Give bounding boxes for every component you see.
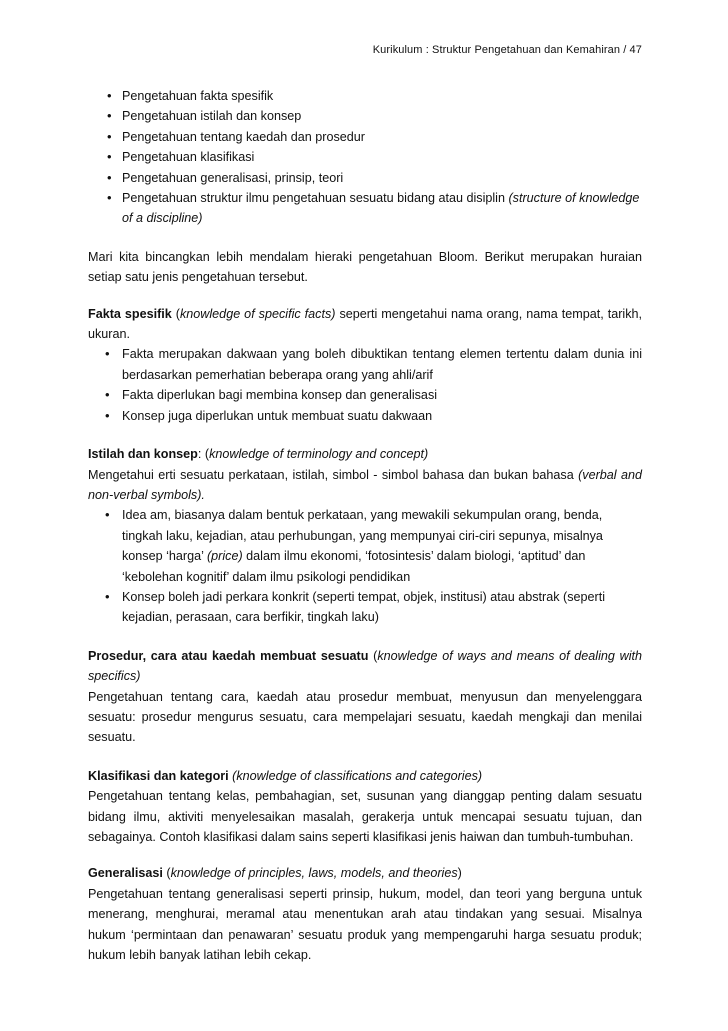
list-item: • Pengetahuan istilah dan konsep — [88, 106, 642, 126]
list-item-english: (structure of knowledge of a discipline) — [122, 191, 640, 226]
section-title: Fakta spesifik — [88, 306, 172, 321]
punctuation: ) — [457, 866, 462, 881]
section-title: Klasifikasi dan kategori — [88, 768, 229, 783]
section-title: Istilah dan konsep — [88, 447, 198, 462]
punctuation: ( — [368, 648, 378, 663]
prosedur-heading — [88, 646, 642, 687]
lead-paragraph: Mari kita bincangkan lebih mendalam hieraki pengetahuan Bloom. Berikut merupakan huraian setiap satu jenis pengetahuan tersebut. — [88, 249, 642, 285]
klasifikasi-body: Pengetahuan tentang kelas, pembahagian, set, susunan yang dianggap penting dalam sesuatu bidang ilmu, aktiviti menyelesaikan masalah, gerakerja untuk mencapai sesuatu tujuan, dan sebagainya. Contoh klasifikasi dalam sains seperti klasifikasi jenis haiwan dan tumbuh-tumbuhan. — [88, 789, 642, 844]
section-english: knowledge of principles, laws, models, and theories — [170, 866, 458, 881]
running-header: Kurikulum : Struktur Pengetahuan dan Kemahiran / 47 — [372, 44, 642, 56]
istilah-heading — [88, 444, 642, 464]
list-item-english: (price) — [206, 549, 243, 564]
section-english: knowledge of terminology and concept) — [209, 447, 429, 462]
list-item: • Pengetahuan tentang kaedah dan prosedur — [88, 127, 642, 147]
list-item: • Pengetahuan klasifikasi — [88, 147, 642, 167]
section-english: knowledge of ways and means of dealing with specifics) — [88, 648, 643, 684]
list-item — [88, 188, 642, 229]
generalisasi-heading — [88, 863, 642, 883]
punctuation: ( — [171, 306, 180, 321]
section-english: (verbal and non-verbal symbols). — [88, 467, 642, 502]
list-item: • Pengetahuan fakta spesifik — [88, 86, 642, 106]
punctuation: : ( — [197, 447, 210, 462]
list-item-text: Pengetahuan struktur ilmu pengetahuan sesuatu bidang atau disiplin — [122, 191, 509, 206]
list-item: • Pengetahuan generalisasi, prinsip, teori — [88, 168, 642, 188]
section-text: seperti mengetahui nama orang, nama tempat, tarikh, ukuran. — [88, 306, 642, 342]
list-item — [88, 344, 642, 385]
fakta-list — [88, 344, 642, 426]
list-item-text: dalam ilmu ekonomi, ‘fotosintesis’ dalam biologi, ‘aptitud’ dan ‘kebolehan kognitif’ dalam ilmu psikologi pendidikan — [122, 549, 586, 584]
istilah-desc — [88, 465, 642, 506]
fakta-paragraph — [88, 304, 642, 345]
knowledge-types-list — [88, 86, 642, 229]
list-item: • Konsep boleh jadi perkara konkrit (seperti tempat, objek, institusi) atau abstrak (seperti kejadian, perasaan, cara berfikir, tingkah laku) — [88, 587, 642, 628]
list-item: • Konsep juga diperlukan untuk membuat suatu dakwaan — [88, 406, 642, 426]
section-text: Mengetahui erti sesuatu perkataan, istilah, simbol - simbol bahasa dan bukan bahasa — [88, 467, 579, 482]
section-english: (knowledge of classifications and categories) — [228, 768, 483, 783]
section-title: Generalisasi — [88, 866, 163, 881]
list-item-text: • Fakta merupakan dakwaan yang boleh dibuktikan tentang elemen tertentu dalam dunia ini berdasarkan pemerhatian beberapa orang yang ahli/arif — [122, 347, 642, 382]
prosedur-body: Pengetahuan tentang cara, kaedah atau prosedur membuat, menyusun dan menyelenggara sesuatu: prosedur mengurus sesuatu, cara mempelajari sesuatu, kaedah mengkaji dan menilai sesuatu. — [88, 689, 642, 745]
klasifikasi-heading — [88, 766, 642, 786]
page-body — [88, 86, 642, 965]
istilah-list — [88, 505, 642, 627]
list-item-text: Idea am, biasanya dalam bentuk perkataan, yang mewakili sekumpulan orang, benda, tingkah laku, kejadian, atau perhubungan, yang mempunyai ciri-ciri sepunya, misalnya konsep ‘harga’ — [122, 508, 603, 564]
section-title: Prosedur, cara atau kaedah membuat sesuatu — [88, 648, 369, 663]
punctuation: ( — [162, 866, 171, 881]
section-english: knowledge of specific facts) — [179, 306, 336, 321]
list-item: • Fakta diperlukan bagi membina konsep dan generalisasi — [88, 385, 642, 405]
generalisasi-body: Pengetahuan tentang generalisasi seperti prinsip, hukum, model, dan teori yang berguna untuk menerang, menghurai, meramal atau menentukan arah atau tindakan yang sesuai. Misalnya hukum ‘permintaan dan penawaran’ sesuatu produk yang mempengaruhi harga sesuatu produk; hukum lebih banyak latihan lebih cekap. — [88, 886, 642, 963]
list-item — [88, 505, 642, 587]
